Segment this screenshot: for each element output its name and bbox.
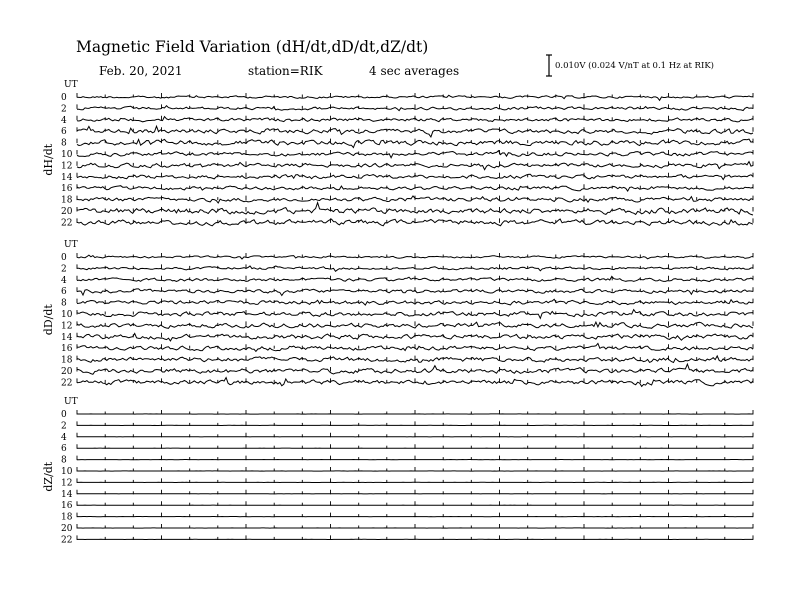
row-label: 0 xyxy=(61,410,67,420)
row-label: 10 xyxy=(61,150,73,160)
row-label: 2 xyxy=(61,421,67,432)
row-label: 8 xyxy=(61,138,67,149)
row-label: 6 xyxy=(61,444,67,455)
row-label: 2 xyxy=(61,104,67,115)
row-label: 0 xyxy=(61,253,67,263)
ut-axis-label: UT xyxy=(64,240,78,250)
row-label: 14 xyxy=(61,489,73,500)
averaging-label: 4 sec averages xyxy=(369,64,460,78)
row-label: 22 xyxy=(61,535,73,546)
row-label: 4 xyxy=(61,432,67,443)
scale-label: 0.010V (0.024 V/nT at 0.1 Hz at RIK) xyxy=(555,61,714,71)
row-label: 20 xyxy=(61,367,73,377)
row-label: 18 xyxy=(61,512,73,523)
ut-axis-label: UT xyxy=(64,397,78,407)
row-label: 16 xyxy=(61,344,73,355)
row-label: 12 xyxy=(61,478,73,489)
row-label: 16 xyxy=(61,184,73,195)
row-label: 12 xyxy=(61,161,73,172)
row-label: 4 xyxy=(61,115,67,126)
row-label: 14 xyxy=(61,332,73,343)
row-label: 18 xyxy=(61,195,73,206)
row-label: 6 xyxy=(61,287,67,298)
row-label: 0 xyxy=(61,93,67,103)
row-label: 20 xyxy=(61,207,73,217)
row-label: 8 xyxy=(61,298,67,309)
panel-2 xyxy=(42,397,753,545)
trace-6h xyxy=(77,289,753,296)
row-label: 22 xyxy=(61,218,73,229)
row-label: 12 xyxy=(61,321,73,332)
row-label: 2 xyxy=(61,264,67,275)
panel-ylabel: dD/dt xyxy=(42,304,55,336)
row-label: 14 xyxy=(61,172,73,183)
row-label: 6 xyxy=(61,127,67,138)
row-label: 10 xyxy=(61,467,73,477)
row-label: 16 xyxy=(61,501,73,512)
station-label: station=RIK xyxy=(248,64,323,78)
panel-1 xyxy=(42,240,753,388)
row-label: 10 xyxy=(61,310,73,320)
panel-ylabel: dH/dt xyxy=(42,143,55,176)
ut-axis-label: UT xyxy=(64,80,78,90)
row-label: 22 xyxy=(61,378,73,389)
panel-ylabel: dZ/dt xyxy=(42,461,55,492)
scale-bar xyxy=(546,55,552,76)
chart-title: Magnetic Field Variation (dH/dt,dD/dt,dZ/dt) xyxy=(76,38,429,56)
row-label: 18 xyxy=(61,355,73,366)
row-label: 4 xyxy=(61,275,67,286)
date-label: Feb. 20, 2021 xyxy=(99,64,183,78)
panel-0 xyxy=(42,80,753,228)
row-label: 8 xyxy=(61,455,67,466)
trace-0h xyxy=(77,95,753,100)
row-label: 20 xyxy=(61,524,73,534)
